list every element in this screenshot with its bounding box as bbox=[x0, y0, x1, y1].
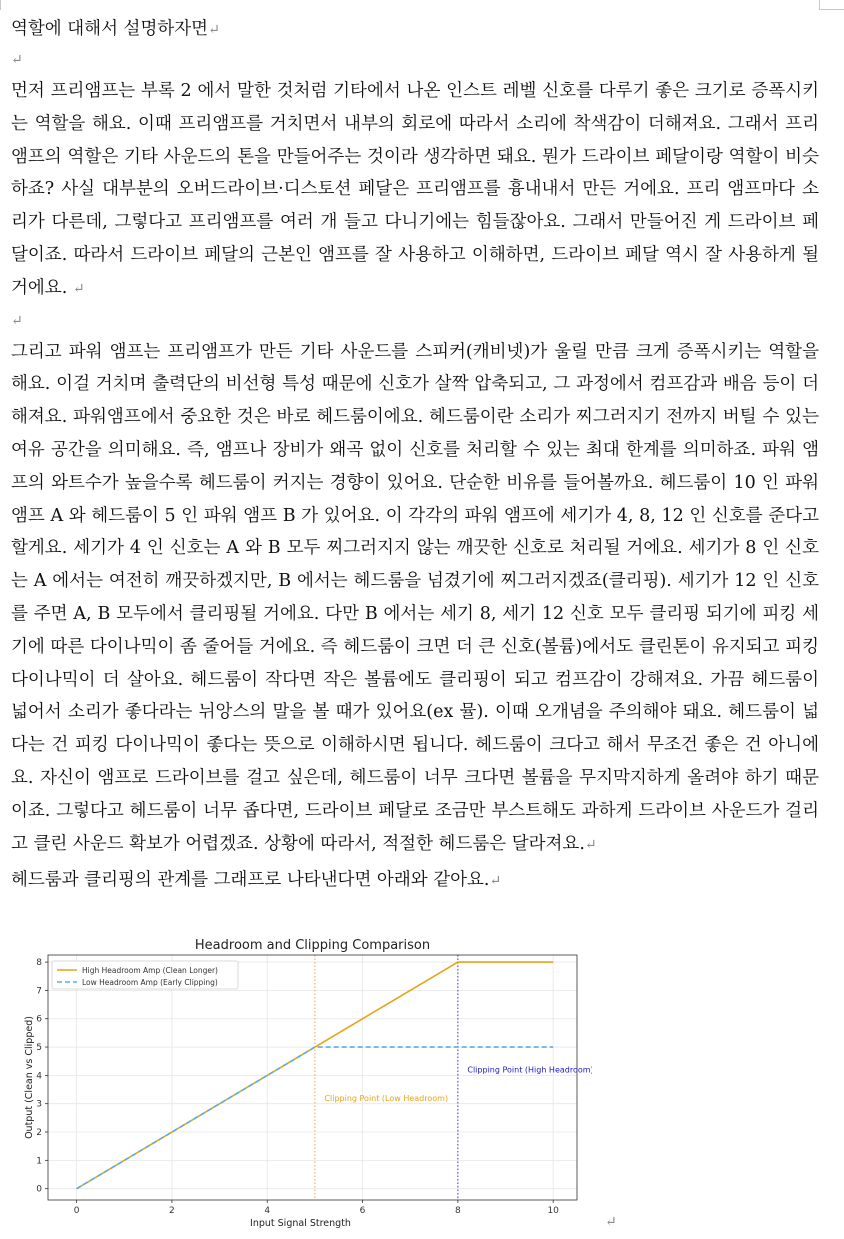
page-corner-marker bbox=[820, 9, 844, 10]
x-tick-label: 8 bbox=[454, 1206, 461, 1216]
legend-label: High Headroom Amp (Clean Longer) bbox=[82, 966, 218, 975]
x-tick-label: 6 bbox=[359, 1206, 366, 1216]
x-tick-label: 0 bbox=[73, 1206, 80, 1216]
y-tick-label: 3 bbox=[36, 1099, 42, 1110]
page-corner-marker bbox=[0, 0, 1, 10]
x-tick-label: 10 bbox=[547, 1206, 559, 1216]
section-heading[interactable] bbox=[11, 14, 819, 45]
caption-text: 헤드룸과 클리핑의 관계를 그래프로 나타낸다면 아래와 같아요. bbox=[11, 870, 490, 891]
paragraph-mark: ↵ bbox=[72, 280, 85, 297]
headroom-chart[interactable] bbox=[12, 935, 592, 1235]
document-page bbox=[11, 14, 819, 896]
x-axis-label: Input Signal Strength bbox=[250, 1218, 351, 1229]
y-tick-label: 7 bbox=[36, 986, 42, 997]
y-tick-label: 5 bbox=[36, 1043, 42, 1054]
clipping-point-label: Clipping Point (High Headroom) bbox=[467, 1065, 592, 1075]
x-tick-label: 2 bbox=[169, 1206, 175, 1216]
plot-frame bbox=[48, 955, 577, 1200]
paragraph-mark: ↵ bbox=[11, 52, 23, 68]
empty-paragraph[interactable] bbox=[11, 306, 819, 336]
paragraph-mark: ↵ bbox=[208, 22, 220, 38]
paragraph-mark: ↵ bbox=[605, 1214, 617, 1230]
paragraph-poweramp[interactable] bbox=[11, 336, 819, 862]
chart-svg bbox=[12, 935, 592, 1235]
paragraph-mark: ↵ bbox=[11, 312, 23, 329]
y-axis-label: Output (Clean vs Clipped) bbox=[24, 1016, 35, 1139]
empty-paragraph[interactable] bbox=[11, 45, 819, 75]
y-tick-label: 4 bbox=[36, 1071, 42, 1082]
paragraph-preamp[interactable] bbox=[11, 75, 819, 306]
paragraph-text: 그리고 파워 앰프는 프리앰프가 만든 기타 사운드를 스피커(캐비넷)가 울릴 만큼 크게 증폭시키는 역할을 해요. 이걸 거치며 출력단의 비선형 특성 때문에 신호가 살짝 압축되고, 그 과정에서 컴프감과 배음 등이 더해져요. 파워앰프에서 중요한 것은 바로 헤드룸이에요. 헤드룸이란 소리가 찌그러지기 전까지 버틸 수 있는 여유 공간을 의미해요. 즉, 앰프나 장비가 왜곡 없이 신호를 처리할 수 있는 최대 한계를 의미하죠. 파워 앰프의 와트수가 높을수록 헤드룸이 커지는 경향이 있어요. 단순한 비유를 들어볼까요. 헤드룸이 10 인 파워 앰프 A 와 헤드룸이 5 인 파워 앰프 B 가 있어요. 이 각각의 파워 앰프에 세기가 4, 8, 12 인 신호를 준다고 할게요. 세기가 4 인 신호는 A 와 B 모두 찌그러지지 않는 깨끗한 신호로 처리될 거에요. 세기가 8 인 신호는 A 에서는 여전히 깨끗하겠지만, B 에서는 헤드룸을 넘겼기에 찌그러지겠죠(클리핑). 세기가 12 인 신호를 주면 A, B 모두에서 클리핑될 거에요. 다만 B 에서는 세기 8, 세기 12 신호 모두 클리핑 되기에 피킹 세기에 따른 다이나믹이 좀 줄어들 거에요. 즉 헤드룸이 크면 더 큰 신호(볼륨)에서도 클린톤이 유지되고 피킹 다이나믹이 더 살아요. 헤드룸이 작다면 작은 볼륨에도 클리핑이 되고 컴프감이 강해져요. 가끔 헤드룸이 넓어서 소리가 좋다라는 뉘앙스의 말을 볼 때가 있어요(ex 뮬). 이때 오개념을 주의해야 돼요. 헤드룸이 넓다는 건 피킹 다이나믹이 좋다는 뜻으로 이해하시면 됩니다. 헤드룸이 크다고 해서 무조건 좋은 건 아니에요. 자신이 앰프로 드라이브를 걸고 싶은데, 헤드룸이 너무 크다면 볼륨을 무지막지하게 올려야 하기 때문이죠. 그렇다고 헤드룸이 너무 좁다면, 드라이브 페달로 조금만 부스트해도 과하게 드라이브 사운드가 걸리고 클린 사운드 확보가 어렵겠죠. 상황에 따라서, 적절한 헤드룸은 달라져요. bbox=[11, 341, 819, 854]
clipping-point-label: Clipping Point (Low Headroom) bbox=[324, 1093, 449, 1103]
legend-label: Low Headroom Amp (Early Clipping) bbox=[82, 978, 218, 987]
y-tick-label: 6 bbox=[36, 1014, 42, 1025]
y-tick-label: 0 bbox=[36, 1184, 42, 1195]
heading-text: 역할에 대해서 설명하자면 bbox=[11, 19, 209, 39]
x-tick-label: 4 bbox=[264, 1206, 271, 1216]
y-tick-label: 8 bbox=[36, 958, 42, 969]
figure-caption[interactable] bbox=[11, 865, 819, 896]
paragraph-text: 먼저 프리앰프는 부록 2 에서 말한 것처럼 기타에서 나온 인스트 레벨 신호를 다루기 좋은 크기로 증폭시키는 역할을 해요. 이때 프리앰프를 거치면서 내부의 회로에 따라서 소리에 착색감이 더해져요. 그래서 프리앰프의 역할은 기타 사운드의 톤을 만들어주는 것이라 생각하면 돼요. 뭔가 드라이브 페달이랑 역할이 비슷하죠? 사실 대부분의 오버드라이브·디스토션 페달은 프리앰프를 흉내내서 만든 거에요. 프리 앰프마다 소리가 다른데, 그렇다고 프리앰프를 여러 개 들고 다니기에는 힘들잖아요. 그래서 만들어진 게 드라이브 페달이죠. 따라서 드라이브 페달의 근본인 앰프를 잘 사용하고 이해하면, 드라이브 페달 역시 잘 사용하게 될 거에요. bbox=[11, 81, 819, 298]
y-tick-label: 1 bbox=[36, 1156, 42, 1167]
chart-title: Headroom and Clipping Comparison bbox=[194, 938, 431, 953]
paragraph-mark: ↵ bbox=[584, 836, 597, 853]
y-tick-label: 2 bbox=[36, 1128, 42, 1139]
paragraph-mark: ↵ bbox=[489, 873, 502, 890]
